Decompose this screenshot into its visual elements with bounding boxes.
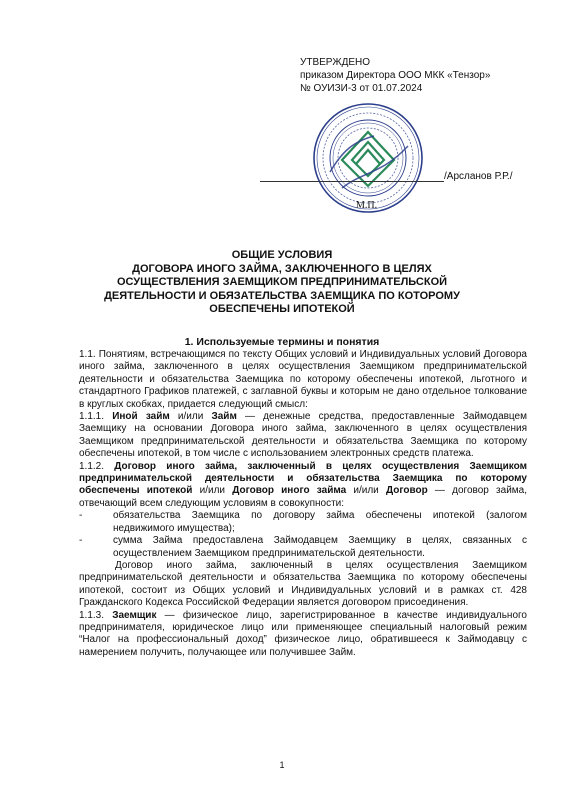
paragraph-1-1-1 bbox=[79, 411, 527, 461]
term-contract: Договор bbox=[385, 485, 428, 497]
definition-text: — денежные средства, предоставленные Займодавцем Заемщику на основании Договора иного займа, заключенного в целях осуществления Заемщиком предпринимательской деятельности и обязательства Заемщика по которому обеспечены ипотекой, в том числе с использованием электронных средств платежа. bbox=[79, 411, 527, 460]
term-loan: Займ bbox=[211, 411, 237, 423]
clause-number: 1.1.3. bbox=[79, 609, 113, 621]
document-title bbox=[60, 249, 504, 317]
company-seal bbox=[312, 102, 424, 214]
list-item bbox=[79, 535, 527, 560]
term-contract-short: Договор иного займа bbox=[232, 485, 347, 497]
title-line-1: ОБЩИЕ УСЛОВИЯ bbox=[231, 249, 333, 261]
term-separator: и/или bbox=[346, 485, 386, 497]
title-line-2: ДОГОВОРА ИНОГО ЗАЙМА, ЗАКЛЮЧЕННОГО В ЦЕЛЯХ bbox=[132, 262, 432, 275]
definition-text: — договор займа, отвечающий всем следующим условиям в совокупности: bbox=[79, 485, 527, 509]
term-borrower: Заемщик bbox=[112, 609, 157, 621]
title-line-5: ОБЕСПЕЧЕНЫ ИПОТЕКОЙ bbox=[209, 303, 355, 315]
term-other-loan: Иной займ bbox=[112, 411, 170, 423]
term-separator: и/или bbox=[169, 411, 212, 423]
approval-block bbox=[300, 56, 490, 95]
paragraph-1-1: 1.1. Понятиям, встречающимся по тексту Общих условий и Индивидуальных условий Договора иного займа, заключенного в целях осуществления Заемщиком предпринимательской деятельности и обязательства Заемщика по которому обеспечены ипотекой, льготного и стандартного Графиков платежей, с заглавной буквы и которым не дано отдельное толкование в круглых скобках, придается следующий смысл: bbox=[79, 349, 527, 410]
list-item-text: обязательства Заемщика по договору займа обеспечены ипотекой (залогом недвижимого имущества); bbox=[113, 510, 527, 534]
dash-marker: - bbox=[79, 510, 83, 522]
clause-number: 1.1.2. bbox=[79, 460, 115, 472]
paragraph-1-1-2 bbox=[79, 461, 527, 511]
section-heading: 1. Используемые термины и понятия bbox=[184, 336, 380, 348]
definition-text: — физическое лицо, зарегистрированное в качестве индивидуального предпринимателя, юридическое лицо или применяющее специальный налоговый режим “Налог на профессиональный доход” физическое лицо, обратившееся к Займодавцу с намерением получить, получающее или получившее Займ. bbox=[79, 609, 527, 658]
term-contract-full: Договор иного займа, заключенный в целях осуществления Заемщиком предпринимательской деятельности и обязательства Заемщика по которому обеспечены ипотекой bbox=[79, 460, 527, 497]
term-separator: и/или bbox=[192, 485, 233, 497]
approval-number: № ОУИЗИ-3 от 01.07.2024 bbox=[300, 83, 423, 94]
paragraph-1-1-3 bbox=[79, 610, 527, 660]
paragraph-contract-composition: Договор иного займа, заключенный в целях осуществления Заемщиком предпринимательской деятельности и обязательства Заемщика по которому обеспечены ипотекой, состоит из Общих условий и Индивидуальных условий и в рамках ст. 428 Гражданского Кодекса Российской Федерации является договором присоединения. bbox=[79, 559, 527, 609]
document-body bbox=[79, 349, 527, 659]
title-line-4: ДЕЯТЕЛЬНОСТИ И ОБЯЗАТЕЛЬСТВА ЗАЕМЩИКА ПО КОТОРОМУ bbox=[104, 289, 460, 302]
approval-order: приказом Директора ООО МКК «Тензор» bbox=[300, 70, 491, 81]
dash-marker: - bbox=[79, 535, 83, 547]
approval-heading: УТВЕРЖДЕНО bbox=[300, 57, 371, 68]
signatory-name: /Арсланов Р.Р./ bbox=[444, 171, 513, 182]
list-item bbox=[79, 510, 527, 535]
page-number: 1 bbox=[279, 760, 285, 770]
signature-line bbox=[260, 181, 444, 182]
list-item-text: сумма Займа предоставлена Займодавцем Заемщику в целях, связанных с осуществлением Заемщиком предпринимательской деятельности. bbox=[113, 535, 527, 559]
title-line-3: ОСУЩЕСТВЛЕНИЯ ЗАЕМЩИКОМ ПРЕДПРИНИМАТЕЛЬСКОЙ bbox=[116, 276, 448, 288]
stamp-place-label: М.П. bbox=[356, 200, 378, 211]
clause-number: 1.1.1. bbox=[79, 411, 113, 423]
